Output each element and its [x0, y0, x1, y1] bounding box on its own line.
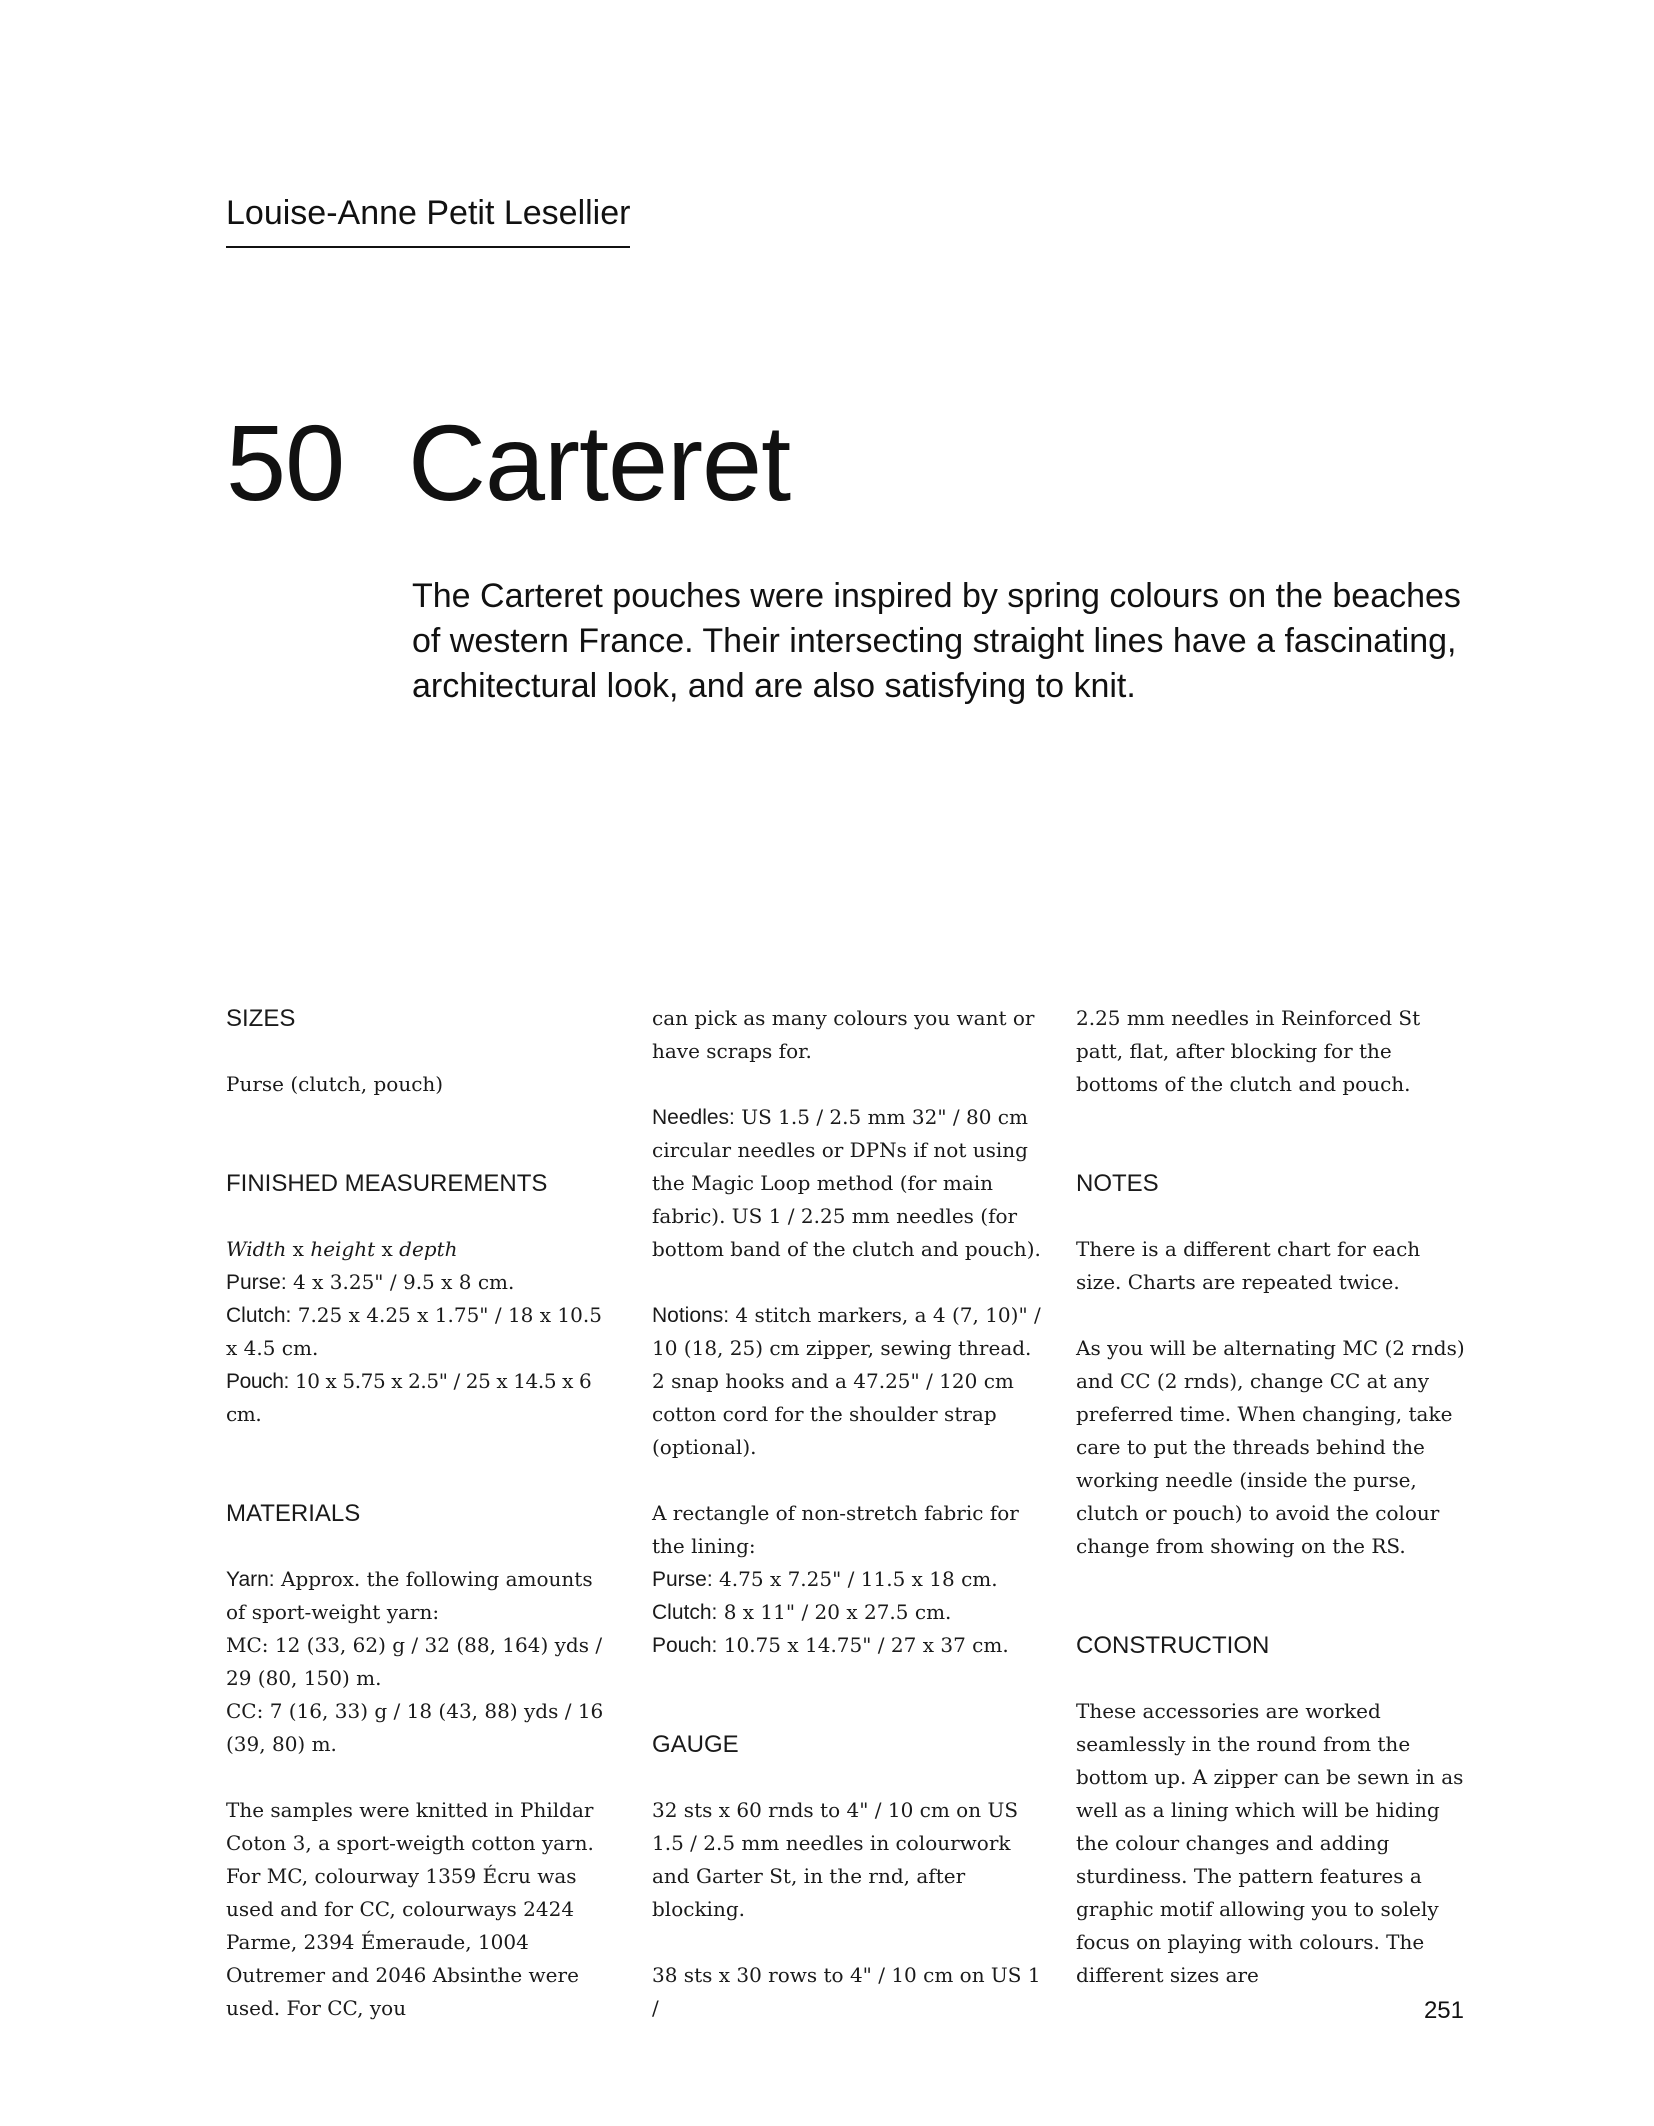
fabric-clutch: 8 x 11" / 20 x 27.5 cm. [717, 1600, 952, 1624]
yarn-text: Approx. the following amounts of sport-weight yarn: [226, 1567, 593, 1624]
pattern-name: Carteret [408, 402, 791, 523]
construction-heading: CONSTRUCTION [1076, 1632, 1270, 1659]
pattern-title [226, 400, 790, 526]
column-2 [652, 1002, 1044, 2058]
fm-depth: depth [399, 1237, 458, 1261]
page-number: 251 [1423, 1997, 1464, 2024]
fm-width: Width [226, 1237, 287, 1261]
samples-text: The samples were knitted in Phildar Coton 3, a sport-weigth cotton yarn. For MC, colourway 1359 Écru was used and for CC, colourways 2424 Parme, 2394 Émeraude, 1004 Outremer and 2046 Absinthe were used. For CC, you [226, 1798, 594, 2020]
author-name: Louise-Anne Petit Lesellier [226, 190, 630, 248]
needles-detail: US 1.5 / 2.5 mm 32" / 80 cm circular needles or DPNs if not using the Magic Loop method (for main fabric). US 1 / 2.25 mm needles (for bottom band of the clutch and pouch). [652, 1105, 1041, 1261]
finished-measurements [226, 1233, 618, 1431]
pattern-number: 50 [226, 402, 345, 523]
gauge-heading: GAUGE [652, 1731, 739, 1758]
construction-text: These accessories are worked seamlessly in the round from the bottom up. A zipper can be sewn in as well as a lining which will be hiding the colour changes and adding sturdiness. The pattern features a graphic motif allowing you to solely focus on playing with colours. The different sizes are [1076, 1699, 1464, 1987]
finished-measurements-heading: FINISHED MEASUREMENTS [226, 1170, 548, 1197]
clutch-measure: 7.25 x 4.25 x 1.75" / 18 x 10.5 x 4.5 cm. [226, 1303, 602, 1360]
fabric-purse-label: Purse: [652, 1568, 713, 1591]
notes-2: As you will be alternating MC (2 rnds) and CC (2 rnds), change CC at any preferred time. When changing, take care to put the threads behind the working needle (inside the purse, clutch or pouch) to avoid the colour change from showing on the RS. [1076, 1336, 1465, 1558]
lining-fabric [652, 1497, 1044, 1662]
notes-1: There is a different chart for each size. Charts are repeated twice. [1076, 1237, 1421, 1294]
notes-heading: NOTES [1076, 1170, 1159, 1197]
fabric-pouch-label: Pouch: [652, 1634, 718, 1657]
notions-text [652, 1299, 1044, 1464]
intro-paragraph: The Carteret pouches were inspired by spring colours on the beaches of western France. Their intersecting straight lines have a fascinating, architectural look, and are also satisfying to knit. [412, 577, 1461, 705]
notions-detail: 4 stitch markers, a 4 (7, 10)" / 10 (18, 25) cm zipper, sewing thread. 2 snap hooks and a 47.25" / 120 cm cotton cord for the shoulder strap (optional). [652, 1303, 1041, 1459]
yarn-label: Yarn: [226, 1568, 275, 1591]
fabric-purse: 4.75 x 7.25" / 11.5 x 18 cm. [712, 1567, 998, 1591]
gauge-2: 38 sts x 30 rows to 4" / 10 cm on US 1 / [652, 1963, 1041, 2020]
fabric-clutch-label: Clutch: [652, 1601, 718, 1624]
column-3-continued: 2.25 mm needles in Reinforced St patt, flat, after blocking for the bottoms of the clutch and pouch. [1076, 1006, 1421, 1096]
column-1 [226, 1002, 618, 2058]
pouch-label: Pouch: [226, 1370, 289, 1393]
fm-height: height [310, 1237, 376, 1261]
needles-text [652, 1101, 1044, 1266]
fabric-text: A rectangle of non-stretch fabric for the lining: [652, 1501, 1019, 1558]
gauge-1: 32 sts x 60 rnds to 4" / 10 cm on US 1.5 / 2.5 mm needles in colourwork and Garter St, in the rnd, after blocking. [652, 1798, 1019, 1921]
fabric-pouch: 10.75 x 14.75" / 27 x 37 cm. [717, 1633, 1009, 1657]
cc-amounts: CC: 7 (16, 33) g / 18 (43, 88) yds / 16 (39, 80) m. [226, 1699, 604, 1756]
fm-x1: x [286, 1237, 311, 1261]
sizes-heading: SIZES [226, 1005, 296, 1032]
purse-label: Purse: [226, 1271, 287, 1294]
needles-label: Needles: [652, 1106, 735, 1129]
pouch-measure: 10 x 5.75 x 2.5" / 25 x 14.5 x 6 cm. [226, 1369, 592, 1426]
purse-measure: 4 x 3.25" / 9.5 x 8 cm. [286, 1270, 515, 1294]
column-3 [1076, 1002, 1468, 2025]
sizes-text: Purse (clutch, pouch) [226, 1072, 444, 1096]
clutch-label: Clutch: [226, 1304, 292, 1327]
mc-amounts: MC: 12 (33, 62) g / 32 (88, 164) yds / 29 (80, 150) m. [226, 1633, 603, 1690]
column-2-continued: can pick as many colours you want or have scraps for. [652, 1006, 1035, 1063]
notions-label: Notions: [652, 1304, 730, 1327]
materials-yarn [226, 1563, 618, 1761]
fm-x2: x [375, 1237, 400, 1261]
materials-heading: MATERIALS [226, 1500, 361, 1527]
